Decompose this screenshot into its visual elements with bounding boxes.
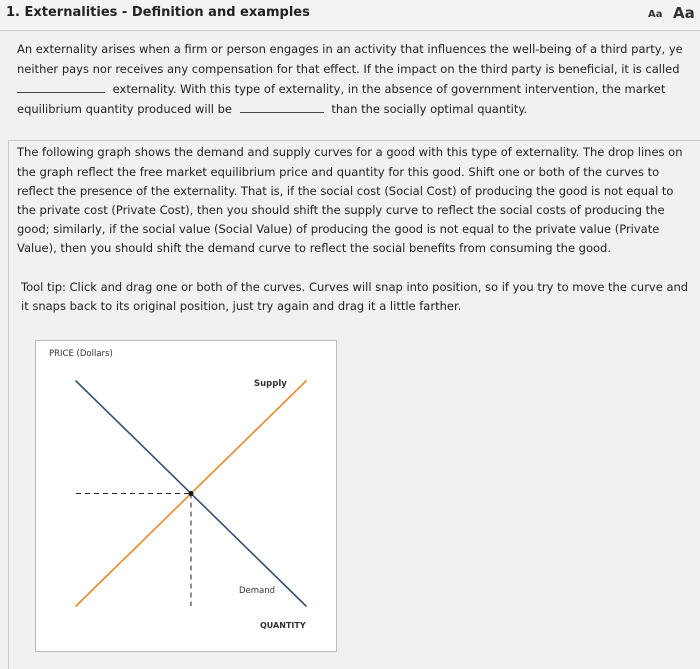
graph-text-line-5: good; similarly, if the social value (Social Value) of producing the good is not equal to the private value (Private	[17, 222, 660, 236]
y-axis-label: PRICE (Dollars)	[49, 349, 113, 359]
intro-line-3-text: externality. With this type of externality, in the absence of government intervention, the market	[112, 82, 666, 96]
graph-plot	[36, 341, 336, 651]
question-header	[0, 0, 700, 31]
x-axis-label: QUANTITY	[260, 621, 306, 630]
question-title: 1. Externalities - Definition and examples	[6, 5, 310, 20]
graph-text-line-4: the private cost (Private Cost), then you should shift the supply curve to reflect the social costs of producing the	[17, 203, 665, 217]
supply-label: Supply	[254, 379, 287, 389]
graph-text-line-6: Value), then you should shift the demand curve to reflect the social benefits from consuming the good.	[17, 241, 612, 255]
intro-line-3	[17, 80, 665, 100]
decrease-font-button[interactable]: Aa	[648, 9, 663, 20]
graph-text-line-3: reflect the presence of the externality. That is, if the social cost (Social Cost) of producing the good is not equal to	[17, 184, 674, 198]
quantity-comparison-dropdown[interactable]	[240, 100, 324, 113]
intro-line-2: neither pays nor receives any compensation for that effect. If the impact on the third party is beneficial, it is called	[17, 62, 680, 76]
externality-type-dropdown[interactable]	[17, 80, 105, 93]
equilibrium-point	[189, 491, 194, 496]
graph-text-line-1: The following graph shows the demand and supply curves for a good with this type of externality. The drop lines on	[17, 145, 683, 159]
intro-line-4-text-b: than the socially optimal quantity.	[331, 102, 528, 116]
supply-demand-graph	[35, 340, 337, 652]
intro-line-4-text-a: equilibrium quantity produced will be	[17, 102, 232, 116]
intro-line-4	[17, 100, 527, 120]
intro-line-1: An externality arises when a firm or person engages in an activity that influences the well-being of a third party, ye	[17, 42, 683, 56]
demand-label: Demand	[239, 586, 276, 596]
tooltip-line-1: Tool tip: Click and drag one or both of the curves. Curves will snap into position, so if you try to move the curve and	[21, 280, 689, 294]
tooltip-line-2: it snaps back to its original position, just try again and drag it a little farther.	[21, 299, 462, 313]
graph-text-line-2: the graph reflect the free market equilibrium price and quantity for this good. Shift one or both of the curves to	[17, 165, 660, 179]
increase-font-button[interactable]: Aa	[673, 4, 695, 22]
